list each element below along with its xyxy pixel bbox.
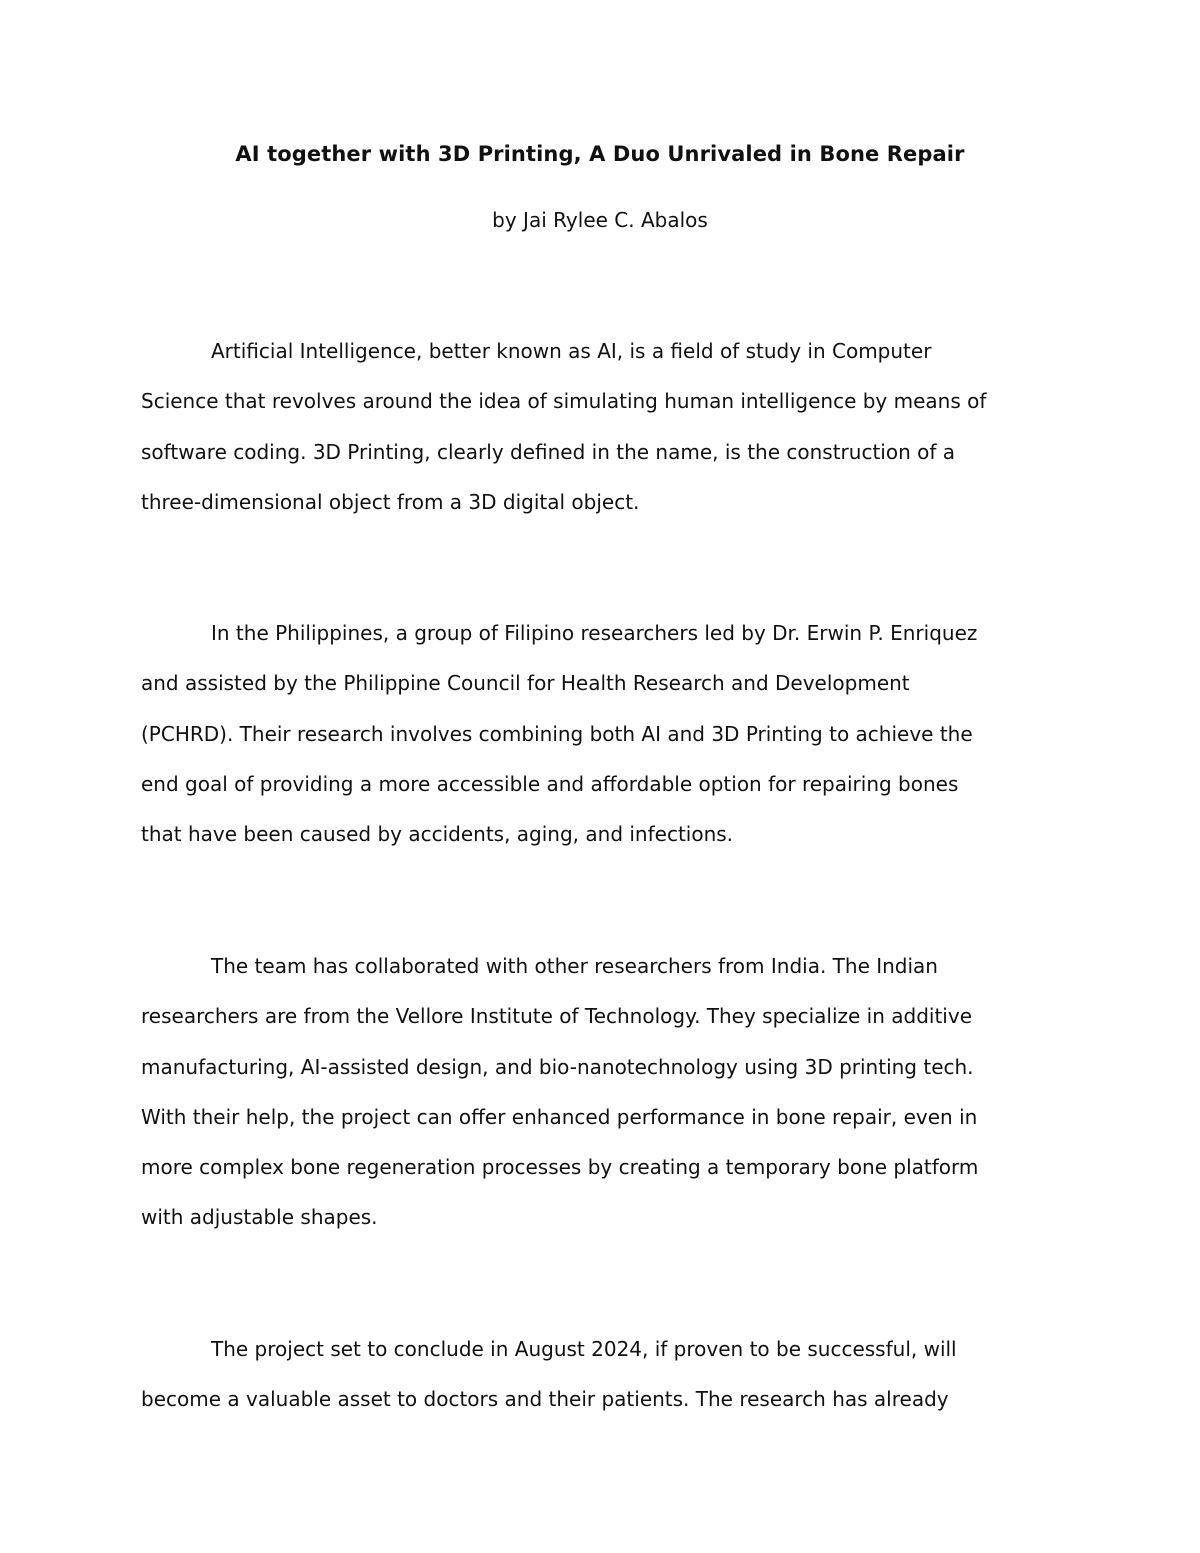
paragraph-line: that have been caused by accidents, aging, and infections. bbox=[141, 822, 734, 847]
paragraph-project-conclusion bbox=[141, 1324, 1061, 1425]
paragraph-line: three-dimensional object from a 3D digital object. bbox=[141, 489, 640, 514]
paragraph-line: With their help, the project can offer enhanced performance in bone repair, even in bbox=[141, 1104, 978, 1129]
paragraph-line: Science that revolves around the idea of simulating human intelligence by means of bbox=[141, 389, 987, 414]
paragraph-line: end goal of providing a more accessible and affordable option for repairing bones bbox=[141, 771, 959, 796]
paragraph-line: researchers are from the Vellore Institute of Technology. They specialize in additive bbox=[141, 1004, 973, 1029]
paragraph-philippines-research bbox=[141, 608, 1061, 859]
paragraph-line: (PCHRD). Their research involves combining both AI and 3D Printing to achieve the bbox=[141, 721, 973, 746]
document-title: AI together with 3D Printing, A Duo Unrivaled in Bone Repair bbox=[235, 142, 965, 166]
paragraph-line: become a valuable asset to doctors and their patients. The research has already bbox=[141, 1387, 949, 1412]
author-byline: by Jai Rylee C. Abalos bbox=[492, 208, 708, 232]
paragraph-line: more complex bone regeneration processes by creating a temporary bone platform bbox=[141, 1155, 979, 1180]
paragraph-ai-definition bbox=[141, 326, 1061, 527]
paragraph-line: software coding. 3D Printing, clearly defined in the name, is the construction of a bbox=[141, 439, 956, 464]
paragraph-india-collaboration bbox=[141, 941, 1061, 1243]
paragraph-line: Artificial Intelligence, better known as AI, is a field of study in Computer bbox=[211, 339, 932, 363]
paragraph-line: In the Philippines, a group of Filipino researchers led by Dr. Erwin P. Enriquez bbox=[211, 621, 978, 645]
paragraph-line: with adjustable shapes. bbox=[141, 1205, 378, 1230]
paragraph-line: The project set to conclude in August 2024, if proven to be successful, will bbox=[211, 1337, 957, 1361]
paragraph-line: The team has collaborated with other researchers from India. The Indian bbox=[211, 954, 938, 978]
paragraph-line: manufacturing, AI-assisted design, and bio-nanotechnology using 3D printing tech. bbox=[141, 1054, 974, 1079]
paragraph-line: and assisted by the Philippine Council for Health Research and Development bbox=[141, 671, 910, 696]
